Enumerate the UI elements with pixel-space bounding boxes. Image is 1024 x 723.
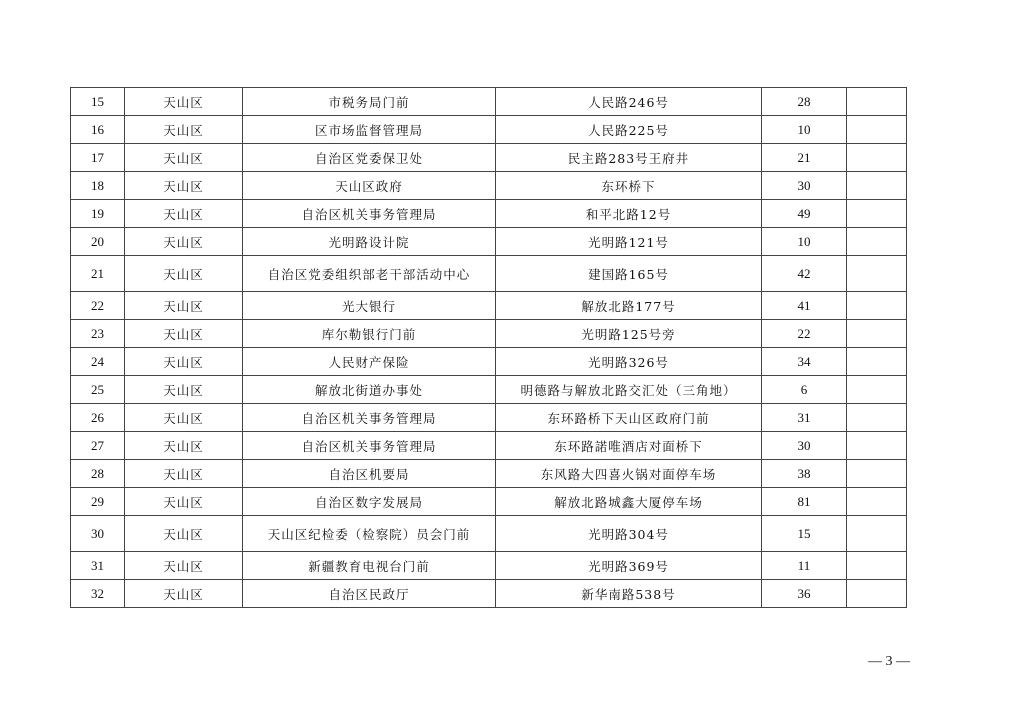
count-cell: 38 bbox=[762, 460, 847, 488]
address-cell: 光明路369号 bbox=[496, 552, 762, 580]
count-cell: 81 bbox=[762, 488, 847, 516]
table-row bbox=[71, 116, 907, 144]
count-cell: 10 bbox=[762, 228, 847, 256]
row-number-cell: 24 bbox=[71, 348, 125, 376]
district-cell: 天山区 bbox=[125, 320, 243, 348]
address-cell: 人民路225号 bbox=[496, 116, 762, 144]
note-cell bbox=[847, 116, 907, 144]
count-cell: 30 bbox=[762, 172, 847, 200]
unit-cell: 新疆教育电视台门前 bbox=[243, 552, 496, 580]
district-cell: 天山区 bbox=[125, 116, 243, 144]
note-cell bbox=[847, 256, 907, 292]
row-number-cell: 22 bbox=[71, 292, 125, 320]
district-cell: 天山区 bbox=[125, 460, 243, 488]
table-row bbox=[71, 404, 907, 432]
table-row bbox=[71, 144, 907, 172]
district-cell: 天山区 bbox=[125, 200, 243, 228]
address-cell: 东环路桥下天山区政府门前 bbox=[496, 404, 762, 432]
unit-cell: 天山区纪检委（检察院）员会门前 bbox=[243, 516, 496, 552]
address-cell: 民主路283号王府井 bbox=[496, 144, 762, 172]
row-number-cell: 32 bbox=[71, 580, 125, 608]
note-cell bbox=[847, 320, 907, 348]
unit-cell: 自治区民政厅 bbox=[243, 580, 496, 608]
row-number-cell: 29 bbox=[71, 488, 125, 516]
note-cell bbox=[847, 172, 907, 200]
count-cell: 28 bbox=[762, 88, 847, 116]
row-number-cell: 16 bbox=[71, 116, 125, 144]
count-cell: 6 bbox=[762, 376, 847, 404]
table-row bbox=[71, 580, 907, 608]
district-cell: 天山区 bbox=[125, 580, 243, 608]
note-cell bbox=[847, 404, 907, 432]
note-cell bbox=[847, 228, 907, 256]
unit-cell: 光大银行 bbox=[243, 292, 496, 320]
address-cell: 解放北路177号 bbox=[496, 292, 762, 320]
unit-cell: 市税务局门前 bbox=[243, 88, 496, 116]
address-cell: 东环桥下 bbox=[496, 172, 762, 200]
row-number-cell: 17 bbox=[71, 144, 125, 172]
unit-cell: 自治区党委保卫处 bbox=[243, 144, 496, 172]
district-cell: 天山区 bbox=[125, 348, 243, 376]
note-cell bbox=[847, 432, 907, 460]
unit-cell: 自治区机要局 bbox=[243, 460, 496, 488]
district-cell: 天山区 bbox=[125, 516, 243, 552]
district-cell: 天山区 bbox=[125, 256, 243, 292]
table-row bbox=[71, 376, 907, 404]
table-row bbox=[71, 228, 907, 256]
row-number-cell: 18 bbox=[71, 172, 125, 200]
row-number-cell: 21 bbox=[71, 256, 125, 292]
district-cell: 天山区 bbox=[125, 292, 243, 320]
row-number-cell: 19 bbox=[71, 200, 125, 228]
count-cell: 10 bbox=[762, 116, 847, 144]
row-number-cell: 20 bbox=[71, 228, 125, 256]
table-row bbox=[71, 320, 907, 348]
table-row bbox=[71, 432, 907, 460]
note-cell bbox=[847, 460, 907, 488]
district-cell: 天山区 bbox=[125, 376, 243, 404]
count-cell: 15 bbox=[762, 516, 847, 552]
unit-cell: 自治区数字发展局 bbox=[243, 488, 496, 516]
page-number: — 3 — bbox=[868, 654, 910, 669]
count-cell: 36 bbox=[762, 580, 847, 608]
district-cell: 天山区 bbox=[125, 488, 243, 516]
table-row bbox=[71, 200, 907, 228]
address-cell: 光明路304号 bbox=[496, 516, 762, 552]
district-cell: 天山区 bbox=[125, 404, 243, 432]
address-cell: 新华南路538号 bbox=[496, 580, 762, 608]
table-row bbox=[71, 348, 907, 376]
address-cell: 解放北路城鑫大厦停车场 bbox=[496, 488, 762, 516]
row-number-cell: 28 bbox=[71, 460, 125, 488]
note-cell bbox=[847, 88, 907, 116]
address-cell: 东环路諾唯酒店对面桥下 bbox=[496, 432, 762, 460]
address-cell: 光明路125号旁 bbox=[496, 320, 762, 348]
row-number-cell: 23 bbox=[71, 320, 125, 348]
table-row bbox=[71, 552, 907, 580]
table-row bbox=[71, 256, 907, 292]
address-cell: 光明路326号 bbox=[496, 348, 762, 376]
note-cell bbox=[847, 580, 907, 608]
note-cell bbox=[847, 292, 907, 320]
row-number-cell: 30 bbox=[71, 516, 125, 552]
count-cell: 31 bbox=[762, 404, 847, 432]
address-cell: 东风路大四喜火锅对面停车场 bbox=[496, 460, 762, 488]
district-cell: 天山区 bbox=[125, 552, 243, 580]
count-cell: 21 bbox=[762, 144, 847, 172]
table-row bbox=[71, 88, 907, 116]
address-cell: 建国路165号 bbox=[496, 256, 762, 292]
unit-cell: 自治区机关事务管理局 bbox=[243, 404, 496, 432]
address-cell: 明德路与解放北路交汇处（三角地） bbox=[496, 376, 762, 404]
row-number-cell: 26 bbox=[71, 404, 125, 432]
unit-cell: 人民财产保险 bbox=[243, 348, 496, 376]
count-cell: 11 bbox=[762, 552, 847, 580]
district-cell: 天山区 bbox=[125, 228, 243, 256]
address-cell: 和平北路12号 bbox=[496, 200, 762, 228]
row-number-cell: 31 bbox=[71, 552, 125, 580]
unit-cell: 光明路设计院 bbox=[243, 228, 496, 256]
unit-cell: 区市场监督管理局 bbox=[243, 116, 496, 144]
count-cell: 41 bbox=[762, 292, 847, 320]
row-number-cell: 27 bbox=[71, 432, 125, 460]
unit-cell: 自治区机关事务管理局 bbox=[243, 432, 496, 460]
unit-cell: 自治区机关事务管理局 bbox=[243, 200, 496, 228]
address-cell: 光明路121号 bbox=[496, 228, 762, 256]
unit-cell: 自治区党委组织部老干部活动中心 bbox=[243, 256, 496, 292]
note-cell bbox=[847, 200, 907, 228]
table-row bbox=[71, 172, 907, 200]
district-cell: 天山区 bbox=[125, 172, 243, 200]
count-cell: 34 bbox=[762, 348, 847, 376]
district-cell: 天山区 bbox=[125, 432, 243, 460]
count-cell: 49 bbox=[762, 200, 847, 228]
table-row bbox=[71, 292, 907, 320]
table-body bbox=[71, 88, 907, 608]
table-row bbox=[71, 460, 907, 488]
table-row bbox=[71, 488, 907, 516]
unit-cell: 解放北街道办事处 bbox=[243, 376, 496, 404]
unit-cell: 天山区政府 bbox=[243, 172, 496, 200]
count-cell: 30 bbox=[762, 432, 847, 460]
row-number-cell: 15 bbox=[71, 88, 125, 116]
row-number-cell: 25 bbox=[71, 376, 125, 404]
parking-table bbox=[70, 87, 907, 608]
count-cell: 42 bbox=[762, 256, 847, 292]
note-cell bbox=[847, 376, 907, 404]
unit-cell: 库尔勒银行门前 bbox=[243, 320, 496, 348]
district-cell: 天山区 bbox=[125, 144, 243, 172]
count-cell: 22 bbox=[762, 320, 847, 348]
note-cell bbox=[847, 144, 907, 172]
note-cell bbox=[847, 348, 907, 376]
note-cell bbox=[847, 516, 907, 552]
address-cell: 人民路246号 bbox=[496, 88, 762, 116]
note-cell bbox=[847, 488, 907, 516]
district-cell: 天山区 bbox=[125, 88, 243, 116]
note-cell bbox=[847, 552, 907, 580]
table-row bbox=[71, 516, 907, 552]
